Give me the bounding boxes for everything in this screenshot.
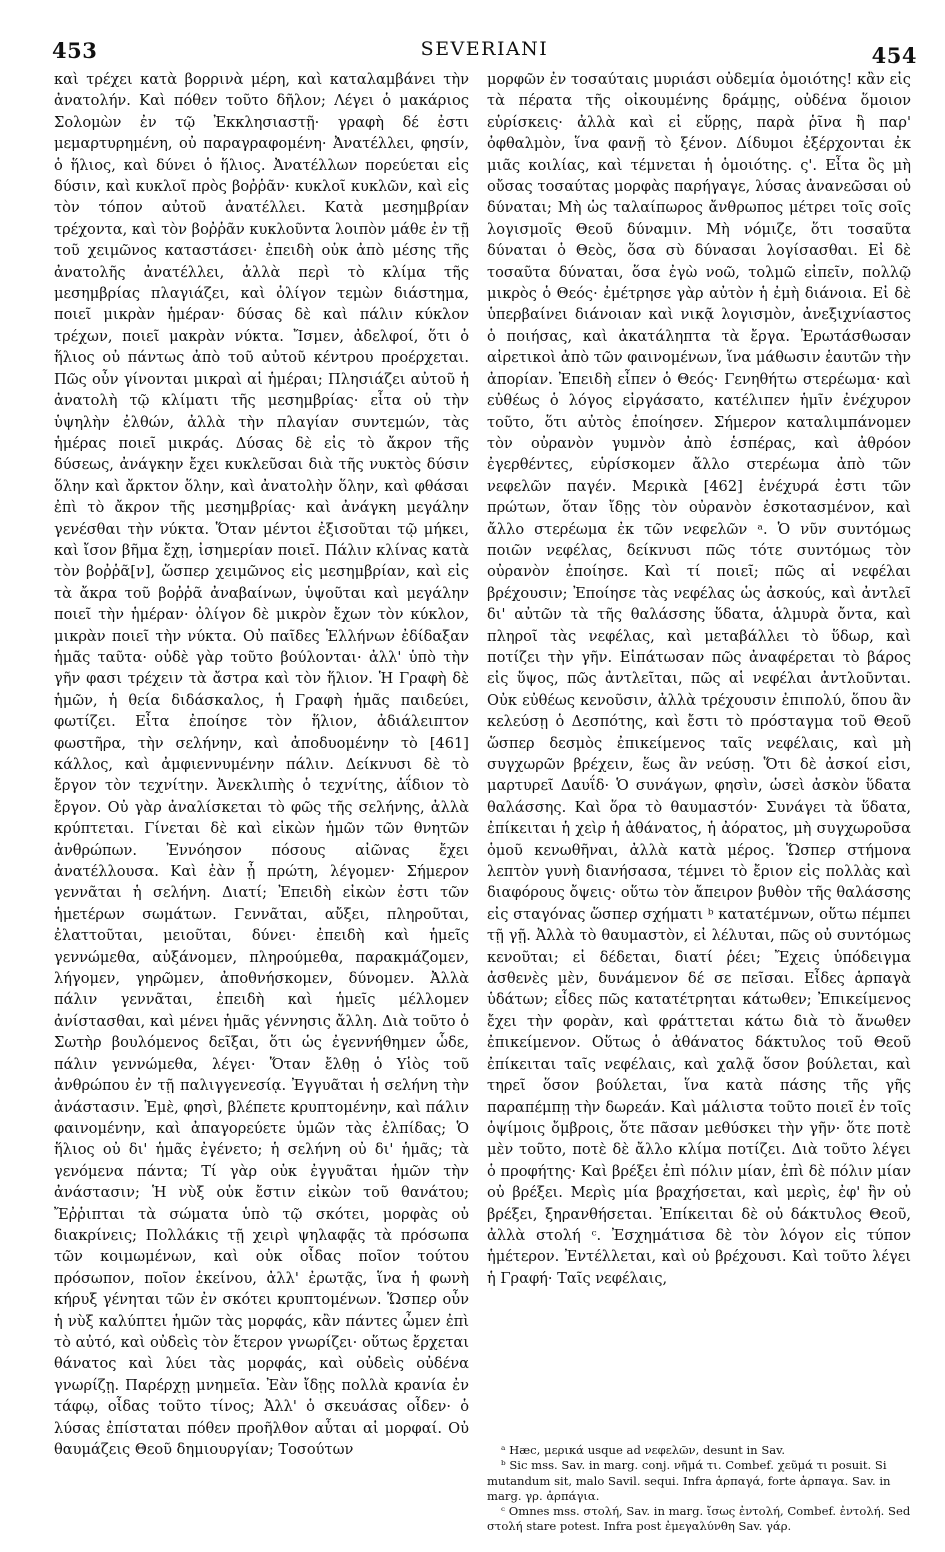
footnote-a: ᵃ Hæc, μερικά usque ad νεφελῶν, desunt in Sav. <box>501 1443 786 1457</box>
page-header <box>52 26 917 66</box>
footnote-c: ᶜ Omnes mss. στολή, Sav. in marg. ἴσως ἐντολή, Combef. ἐντολή. Sed στολή stare potest. Infra post ἐμεγαλύνθη Sav. γάρ. <box>487 1504 911 1534</box>
running-title: SEVERIANI <box>420 38 549 60</box>
left-column-text: καὶ τρέχει κατὰ βορρινὰ μέρη, καὶ καταλαμβάνει τὴν ἀνατολήν. Καὶ πόθεν τοῦτο δῆλον; Λέγει ὁ μακάριος Σολομὼν ἐν τῷ Ἐκκλησιαστῇ· γραφὴ δέ ἐστι μεμαρτυρημένη, οὐ παραγραφομένη· Ἀνατέλλει, φησίν, ὁ ἥλιος, καὶ δύνει ὁ ἥλιος. Ἀνατέλλων πορεύεται εἰς δύσιν, καὶ κυκλοῖ πρὸς βοῤῥᾶν· κυκλοῖ κυκλῶν, καὶ εἰς τὸν τόπον αὐτοῦ ἀνατέλλει. Κατὰ μεσημβρίαν τρέχοντα, καὶ τὸν βοῤῥᾶν κυκλοῦντα λοιπὸν μάθε ἐν τῇ τοῦ χειμῶνος καταστάσει· ἐπειδὴ οὐκ ἀπὸ μέσης τῆς ἀνατολῆς ἀνατέλλει, ἀλλὰ περὶ τὸ κλίμα τῆς μεσημβρίας πλαγιάζει, καὶ ὀλίγον τεμὼν διάστημα, ποιεῖ μικρὰν ἡμέραν· δύσας δὲ καὶ πάλιν κύκλον τρέχων, ποιεῖ μακρὰν νύκτα. Ἴσμεν, ἀδελφοί, ὅτι ὁ ἥλιος οὐ πάντως ἀπὸ τοῦ αὐτοῦ κέντρου προέρχεται. Πῶς οὖν γίνονται μικραὶ αἱ ἡμέραι; Πλησιάζει αὐτοῦ ἡ ἀνατολὴ τῷ κλίματι τῆς μεσημβρίας· εἶτα οὐ τὴν ὑψηλὴν ἐλθών, ἀλλὰ τὴν πλαγίαν συντεμών, τὰς ἡμέρας ποιεῖ μικράς. Δύσας δὲ εἰς τὸ ἄκρον τῆς δύσεως, ἀνάγκην ἔχει κυκλεῦσαι διὰ τῆς νυκτὸς δύσιν ὅλην καὶ ἄρκτον ὅλην, καὶ ἀνατολὴν ὅλην, καὶ φθάσαι ἐπὶ τὸ ἄκρον τῆς μεσημβρίας· καὶ ἀνάγκη μεγάλην γενέσθαι τὴν νύκτα. Ὅταν μέντοι ἐξισοῦται τῷ μήκει, καὶ ἴσον βῆμα ἔχῃ, ἰσημερίαν ποιεῖ. Πάλιν κλίνας κατὰ τὸν βοῤῥᾶ[ν], ὥσπερ χειμῶνος εἰς μεσημβρίαν, καὶ εἰς τὰ ἄκρα τοῦ βοῤῥᾶ ἀναβαίνων, ὑψοῦται καὶ μεγάλην ποιεῖ τὴν ἡμέραν· ὀλίγον δὲ μικρὸν ἔχων τὸν κύκλον, μικρὰν ποιεῖ τὴν νύκτα. Οὐ παῖδες Ἑλλήνων ἐδίδαξαν ἡμᾶς ταῦτα· οὐδὲ γὰρ τοῦτο βούλονται· ἀλλ' ὑπὸ τὴν γῆν φασι τρέχειν τὰ ἄστρα καὶ τὸν ἥλιον. Ἡ Γραφὴ δὲ ἡμῶν, ἡ θεία διδάσκαλος, ἡ Γραφὴ ἡμᾶς παιδεύει, φωτίζει. Εἶτα ἐποίησε τὸν ἥλιον, ἀδιάλειπτον φωστῆρα, τὴν σελήνην, καὶ ἀποδυομένην τὸ [461] κάλλος, καὶ ἀμφιεννυμένην πάλιν. Δείκνυσι δὲ τὸ ἔργον τὸν τεχνίτην. Ἀνεκλιπὴς ὁ τεχνίτης, ἀΐδιον τὸ ἔργον. Οὐ γὰρ ἀναλίσκεται τὸ φῶς τῆς σελήνης, ἀλλὰ κρύπτεται. Γίνεται δὲ καὶ εἰκὼν ἡμῶν τῶν θνητῶν ἀνθρώπων. Ἐννόησον πόσους αἰῶνας ἔχει ἀνατέλλουσα. Καὶ ἐὰν ᾖ πρώτη, λέγομεν· Σήμερον γεννᾶται ἡ σελήνη. Διατί; Ἐπειδὴ εἰκὼν ἐστι τῶν ἡμετέρων σωμάτων. Γεννᾶται, αὔξει, πληροῦται, ἐλαττοῦται, μειοῦται, δύνει· ἐπειδὴ καὶ ἡμεῖς γεννώμεθα, αὐξάνομεν, πληρούμεθα, παρακμάζομεν, λήγομεν, γηρῶμεν, ἀποθνήσκομεν, δύνομεν. Ἀλλὰ πάλιν γεννᾶται, ἐπειδὴ καὶ ἡμεῖς μέλλομεν ἀνίστασθαι, καὶ μένει ἡμᾶς γέννησις ἄλλη. Διὰ τοῦτο ὁ Σωτὴρ βουλόμενος δεῖξαι, ὅτι ὡς ἐγεννήθημεν ὧδε, πάλιν γεννώμεθα, λέγει· Ὅταν ἔλθῃ ὁ Υἱὸς τοῦ ἀνθρώπου ἐν τῇ παλιγγενεσίᾳ. Ἐγγυᾶται ἡ σελήνη τὴν ἀνάστασιν. Ἐμὲ, φησὶ, βλέπετε κρυπτομένην, καὶ πάλιν φαινομένην, καὶ ἀπαγορεύετε ὑμῶν τὰς ἐλπίδας; Ὁ ἥλιος οὐ δι' ἡμᾶς ἐγένετο; ἡ σελήνη οὐ δι' ἡμᾶς; τὰ γενόμενα πάντα; Τί γὰρ οὐκ ἐγγυᾶται ἡμῶν τὴν ἀνάστασιν; Ἡ νὺξ οὐκ ἔστιν εἰκὼν τοῦ θανάτου; Ἔῤῥιπται τὰ σώματα ὑπὸ τῷ σκότει, μορφὰς οὐ διακρίνεις; Πολλάκις τῇ χειρὶ ψηλαφᾷς τὰ πρόσωπα τῶν κοιμωμένων, καὶ οὐκ οἶδας ποῖον τούτου πρόσωπον, ποῖον ἐκείνου, ἀλλ' ἐρωτᾷς, ἵνα ἡ φωνὴ κήρυξ γένηται τῶν ἐν σκότει κρυπτομένων. Ὥσπερ οὖν ἡ νὺξ καλύπτει ἡμῶν τὰς μορφάς, κἂν πάντες ὦμεν ἐπὶ τὸ αὐτό, καὶ οὐδεὶς τὸν ἕτερον γνωρίζει· οὕτως ἔρχεται θάνατος καὶ λύει τὰς μορφάς, καὶ οὐδεὶς οὐδένα γνωρίζῃ. Παρέρχῃ μνημεῖα. Ἐὰν ἴδῃς πολλὰ κρανία ἐν τάφῳ, οἶδας τοῦτο τίνος; Ἀλλ' ὁ σκευάσας οἶδεν· ὁ λύσας ἐπίσταται πόθεν προῆλθον αὗται αἱ μορφαί. Οὐ θαυμάζεις Θεοῦ δημιουργίαν; Τοσούτων <box>54 71 469 1458</box>
page-number-left: 453 <box>52 38 98 63</box>
column-divider <box>478 74 479 1534</box>
footnote-b: ᵇ Sic mss. Sav. in marg. conj. νῆμά τι. Combef. χεῦμά τι posuit. Si mutandum sit, malo Savil. sequi. Infra ἁρπαγά, forte ἁρπαγα. Sav. in marg. γρ. ἁρπάγια. <box>487 1458 891 1503</box>
page-number-right: 454 <box>871 43 917 68</box>
right-column-text: μορφῶν ἐν τοσαύταις μυριάσι οὐδεμία ὁμοιότης! κἂν εἰς τὰ πέρατα τῆς οἰκουμένης δράμῃς, οὐδένα ὅμοιον εὑρίσκεις· ἀλλὰ καὶ εἰ εὕρῃς, παρὰ ῥῖνα ἢ παρ' ὀφθαλμὸν, ἵνα φανῇ τὸ ξένον. Δίδυμοι ἐξέρχονται ἐκ μιᾶς κοιλίας, καὶ τέμνεται ἡ ὁμοιότης. ς'. Εἶτα ὃς μὴ οὔσας τοσαύτας μορφὰς παρήγαγε, λύσας ἀνανεῶσαι οὐ δύναται; Μὴ ὡς ταλαίπωρος ἄνθρωπος μέτρει τοῖς σοῖς λογισμοῖς Θεοῦ δύναμιν. Μὴ νόμιζε, ὅτι τοσαῦτα δύναται ὁ Θεὸς, ὅσα σὺ δύνασαι λογίσασθαι. Εἰ δὲ τοσαῦτα δύναται, ὅσα ἐγὼ νοῶ, τολμῶ εἰπεῖν, πολλῷ μικρὸς ὁ Θεός· ἐμέτρησε γὰρ αὐτὸν ἡ ἐμὴ διάνοια. Εἰ δὲ ὑπερβαίνει διάνοιαν καὶ νικᾷ λογισμὸν, ἀνεξιχνίαστος ὁ ποιήσας, καὶ ἀκατάληπτα τὰ ἔργα. Ἐρωτάσθωσαν αἰρετικοὶ ἀπὸ τῶν φαινομένων, ἵνα μάθωσιν ἑαυτῶν τὴν ἀπορίαν. Ἐπειδὴ εἶπεν ὁ Θεός· Γενηθήτω στερέωμα· καὶ εὐθέως ὁ λόγος εἰργάσατο, κατέλιπεν ἡμῖν ἐνέχυρον τοῦτο, ὅτι αὐτὸς ἐποίησεν. Σήμερον καταλιμπάνομεν τὸν οὐρανὸν γυμνὸν ἀπὸ ἑσπέρας, καὶ ἀθρόον ἐγερθέντες, εὑρίσκομεν ἄλλο στερέωμα ἀπὸ τῶν νεφελῶν παγέν. Μερικὰ [462] ἐνέχυρά ἐστι τῶν πρώτων, ὅταν ἴδῃς τὸν οὐρανὸν ἐσκοτασμένον, καὶ ἄλλο στερέωμα ἐκ τῶν νεφελῶν ᵃ. Ὁ νῦν συντόμως ποιῶν νεφέλας, δείκνυσι πῶς τότε συντόμως τὸν οὐρανὸν ἐποίησε. Καὶ τί ποιεῖ; πῶς αἱ νεφέλαι βρέχουσιν; Ἐποίησε τὰς νεφέλας ὡς ἀσκούς, καὶ ἀντλεῖ δι' αὐτῶν τὰ τῆς θαλάσσης ὕδατα, ἁλμυρὰ ὄντα, καὶ πληροῖ τὰς νεφέλας, καὶ μεταβάλλει τὸ ὕδωρ, καὶ ποτίζει τὴν γῆν. Εἰπάτωσαν πῶς ἀναφέρεται τὸ βάρος εἰς ὕψος, πῶς ἀντλεῖται, πῶς αἱ νεφέλαι ἀντλοῦνται. Οὐκ εὐθέως κενοῦσιν, ἀλλὰ τρέχουσιν ἐπιπολύ, ὅπου ἂν κελεύσῃ ὁ Δεσπότης, καὶ ἔστι τὸ πρόσταγμα τοῦ Θεοῦ ὥσπερ δεσμὸς ἐπικείμενος ταῖς νεφέλαις, καὶ μὴ συγχωρῶν βρέχειν, ἕως ἂν νεύσῃ. Ὅτι δὲ ἀσκοί εἰσι, μαρτυρεῖ Δαυΐδ· Ὁ συνάγων, φησὶν, ὡσεὶ ἀσκὸν ὕδατα θαλάσσης. Καὶ ὅρα τὸ θαυμαστόν· Συνάγει τὰ ὕδατα, ἐπίκειται ἡ χεὶρ ἡ ἀθάνατος, ἡ ἀόρατος, μὴ συγχωροῦσα ὁμοῦ κενωθῆναι, ἀλλὰ κατὰ μέρος. Ὥσπερ στήμονα λεπτὸν γυνὴ διανήσασα, τέμνει τὸ ἔριον εἰς πολλὰς καὶ διαφόρους ὄψεις· οὕτω τὸν ἄπειρον βυθὸν τῆς θαλάσσης εἰς σταγόνας ὥσπερ σχήματι ᵇ κατατέμνων, οὕτω πέμπει τῇ γῇ. Ἀλλὰ τὸ θαυμαστὸν, εἰ λέλυται, πῶς οὐ συντόμως κενοῦται; εἰ δέδεται, διατί ῥέει; Ἔχεις ὑπόδειγμα ἀσθενὲς μὲν, δυνάμενον δέ σε πεῖσαι. Εἶδες ἁρπαγὰ ὑδάτων; εἶδες πῶς κατατέτρηται κάτωθεν; Ἐπικείμενος ἔχει τὴν φορὰν, καὶ φράττεται κάτω διὰ τὸ ἄνωθεν ἐπικείμενον. Οὕτως ὁ ἀθάνατος δάκτυλος τοῦ Θεοῦ ἐπίκειται ταῖς νεφέλαις, καὶ χαλᾷ ὅσον βούλεται, καὶ τηρεῖ ὅσον βούλεται, ἵνα κατὰ πάσης τῆς γῆς παραπέμπῃ τὴν δωρεάν. Καὶ μάλιστα τοῦτο ποιεῖ ἐν τοῖς ὀψίμοις ὄμβροις, ὅτε πᾶσαν μεθύσκει τὴν γῆν· ὅτε ποτὲ μὲν τοῦτο, ποτὲ δὲ ἄλλο κλίμα ποτίζει. Διὰ τοῦτο λέγει ὁ προφήτης· Καὶ βρέξει ἐπὶ πόλιν μίαν, ἐπὶ δὲ πόλιν μίαν οὐ βρέξει. Μερὶς μία βραχήσεται, καὶ μερὶς, ἐφ' ἣν οὐ βρέξει, ξηρανθήσεται. Ἐπίκειται δὲ οὐ δάκτυλος Θεοῦ, ἀλλὰ στολή ᶜ. Ἐσχημάτισα δὲ τὸν λόγον εἰς τύπον ἡμέτερον. Ἐντέλλεται, καὶ οὐ βρέχουσι. Καὶ τοῦτο λέγει ἡ Γραφή· Ταῖς νεφέλαις, <box>487 71 911 1287</box>
footnotes <box>487 1443 911 1535</box>
